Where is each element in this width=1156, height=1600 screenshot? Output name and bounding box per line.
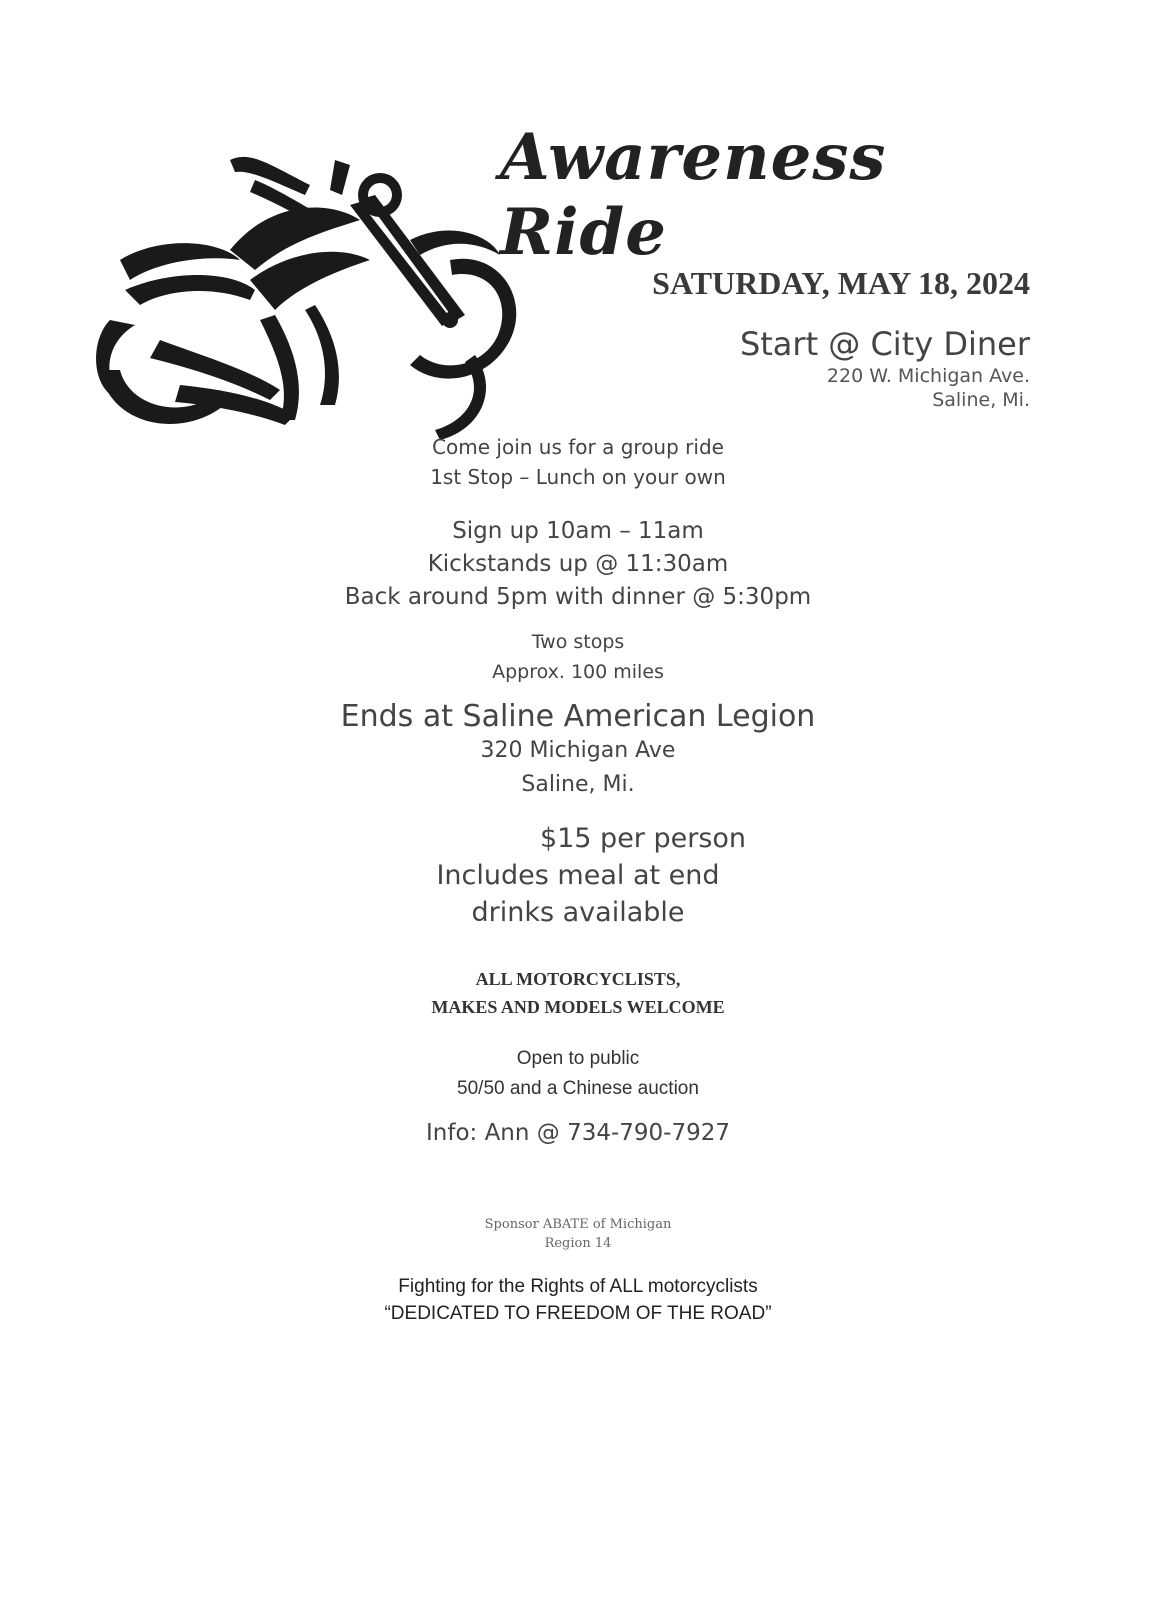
start-city: Saline, Mi. xyxy=(932,389,1030,411)
sponsor-line-2: Region 14 xyxy=(544,1236,612,1251)
start-location xyxy=(600,325,1030,411)
route-stops: Two stops xyxy=(531,631,625,653)
end-location xyxy=(0,700,1156,802)
price: $15 per person xyxy=(539,823,747,854)
end-address: 320 Michigan Ave xyxy=(480,738,676,763)
pricing-block xyxy=(0,820,1156,931)
start-address: 220 W. Michigan Ave. xyxy=(826,365,1030,387)
route-block xyxy=(0,627,1156,687)
sponsor-line-1: Sponsor ABATE of Michigan xyxy=(484,1217,672,1232)
public-line-2: 50/50 and a Chinese auction xyxy=(457,1078,699,1099)
public-line-1: Open to public xyxy=(516,1048,640,1069)
schedule-block xyxy=(0,515,1156,614)
motorcycle-icon xyxy=(80,140,520,440)
event-date: SATURDAY, MAY 18, 2024 xyxy=(652,265,1030,301)
signup-time: Sign up 10am – 11am xyxy=(452,518,704,544)
return-time: Back around 5pm with dinner @ 5:30pm xyxy=(344,584,812,610)
contact-info: Info: Ann @ 734-790-7927 xyxy=(425,1120,731,1146)
intro-line-2: 1st Stop – Lunch on your own xyxy=(430,465,726,489)
footer-line-1: Fighting for the Rights of ALL motorcyclists xyxy=(398,1276,758,1297)
event-title: Awareness Ride xyxy=(500,120,887,270)
welcome-block xyxy=(0,965,1156,1021)
route-distance: Approx. 100 miles xyxy=(492,661,664,683)
intro-line-1: Come join us for a group ride xyxy=(432,435,724,459)
drinks-available: drinks available xyxy=(471,897,685,928)
welcome-line-2: MAKES AND MODELS WELCOME xyxy=(431,997,725,1017)
public-block xyxy=(0,1044,1156,1104)
start-line: Start @ City Diner xyxy=(739,325,1030,363)
end-city: Saline, Mi. xyxy=(521,772,635,797)
footer-motto: “DEDICATED TO FREEDOM OF THE ROAD” xyxy=(384,1303,772,1324)
welcome-line-1: ALL MOTORCYCLISTS, xyxy=(475,969,681,989)
sponsor-block xyxy=(0,1215,1156,1253)
meal-included: Includes meal at end xyxy=(436,860,720,891)
intro-block xyxy=(0,432,1156,492)
footer-block xyxy=(0,1273,1156,1327)
kickstands-time: Kickstands up @ 11:30am xyxy=(427,551,729,577)
end-line: Ends at Saline American Legion xyxy=(340,699,816,734)
